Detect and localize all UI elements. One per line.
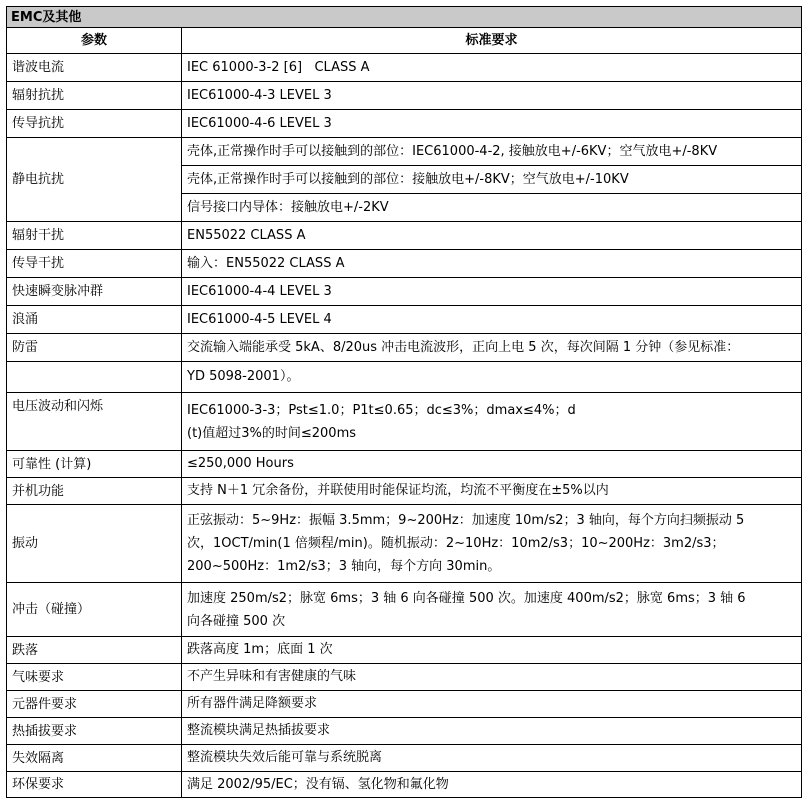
table-row [7,362,802,393]
table-row [7,250,802,278]
standard-cell: IEC61000-4-3 LEVEL 3 [182,82,802,110]
param-cell: 静电抗扰 [7,138,182,222]
param-cell: 环保要求 [7,772,182,798]
param-cell: 传导抗扰 [7,110,182,138]
table-row [7,82,802,110]
standard-cell: IEC61000-4-4 LEVEL 3 [182,278,802,306]
standard-cell: YD 5098-2001）。 [182,362,802,393]
param-cell: 元器件要求 [7,691,182,718]
param-cell: 传导干扰 [7,250,182,278]
table-row [7,772,802,798]
standard-cell: 信号接口内导体：接触放电+/-2KV [182,194,802,222]
standard-cell: 输入：EN55022 CLASS A [182,250,802,278]
table-row [7,306,802,334]
standard-cell: EN55022 CLASS A [182,222,802,250]
standard-cell [182,583,802,637]
standard-cell: 所有器件满足降额要求 [182,691,802,718]
param-cell: 气味要求 [7,664,182,691]
standard-line: 向各碰撞 500 次 [187,613,286,629]
table-row [7,505,802,583]
standard-cell [182,505,802,583]
table-row [7,637,802,664]
param-cell: 跌落 [7,637,182,664]
standard-line: 次，1OCT/min(1 倍频程/min)。随机振动：2~10Hz：10m2/s3；10~200Hz：3m2/s3； [187,536,725,551]
standard-cell: 整流模块失效后能可靠与系统脱离 [182,745,802,772]
standard-line: 200~500Hz：1m2/s3；3 轴向，每个方向 30min。 [187,559,501,574]
standard-cell: 不产生异味和有害健康的气味 [182,664,802,691]
table-row [7,393,802,451]
standard-cell [182,393,802,451]
standard-cell: IEC 61000-3-2 [6] CLASS A [182,54,802,82]
header-standard: 标准要求 [182,28,802,54]
table-row [7,278,802,306]
table-row [7,718,802,745]
param-cell-empty [7,362,182,393]
param-cell: 并机功能 [7,478,182,505]
table-row [7,745,802,772]
standard-cell: 满足 2002/95/EC；没有镉、氢化物和氟化物 [182,772,802,798]
standard-line: 正弦振动：5~9Hz：振幅 3.5mm；9~200Hz：加速度 10m/s2；3 轴向，每个方向扫频振动 5 [187,513,745,528]
column-header-row [7,28,802,54]
standard-cell: 整流模块满足热插拔要求 [182,718,802,745]
table-row [7,54,802,82]
standard-cell: 壳体,正常操作时手可以接触到的部位：接触放电+/-8KV；空气放电+/-10KV [182,166,802,194]
table-row [7,110,802,138]
emc-spec-table [6,6,802,798]
param-cell: 热插拔要求 [7,718,182,745]
param-cell: 振动 [7,505,182,583]
standard-cell: IEC61000-4-5 LEVEL 4 [182,306,802,334]
param-cell: 电压波动和闪烁 [7,393,182,451]
param-cell: 失效隔离 [7,745,182,772]
table-row [7,583,802,637]
standard-line: IEC61000-3-3；Pst≤1.0；P1t≤0.65；dc≤3%；dmax≤4%；d [187,402,576,418]
standard-cell: 交流输入端能承受 5kA、8/20us 冲击电流波形，正向上电 5 次，每次间隔 1 分钟（参见标准： [182,334,802,362]
param-cell: 可靠性 (计算) [7,451,182,478]
section-header-row [7,7,802,28]
standard-line: (t)值超过3%的时间≤200ms [187,425,357,441]
standard-cell: IEC61000-4-6 LEVEL 3 [182,110,802,138]
param-cell: 谐波电流 [7,54,182,82]
table-row [7,222,802,250]
param-cell: 浪涌 [7,306,182,334]
standard-line: 加速度 250m/s2；脉宽 6ms；3 轴 6 向各碰撞 500 次。加速度 400m/s2；脉宽 6ms；3 轴 6 [187,590,746,606]
param-cell: 防雷 [7,334,182,362]
table-row [7,664,802,691]
table-row [7,451,802,478]
param-cell: 辐射抗扰 [7,82,182,110]
table-row [7,478,802,505]
table-row [7,138,802,166]
param-cell: 辐射干扰 [7,222,182,250]
standard-cell: ≤250,000 Hours [182,451,802,478]
param-cell: 快速瞬变脉冲群 [7,278,182,306]
standard-cell: 壳体,正常操作时手可以接触到的部位：IEC61000-4-2, 接触放电+/-6KV；空气放电+/-8KV [182,138,802,166]
header-param: 参数 [7,28,182,54]
param-cell: 冲击（碰撞） [7,583,182,637]
table-row [7,691,802,718]
standard-cell: 跌落高度 1m；底面 1 次 [182,637,802,664]
table-row [7,334,802,362]
section-title: EMC及其他 [7,7,802,28]
standard-cell: 支持 N＋1 冗余备份，并联使用时能保证均流，均流不平衡度在±5%以内 [182,478,802,505]
